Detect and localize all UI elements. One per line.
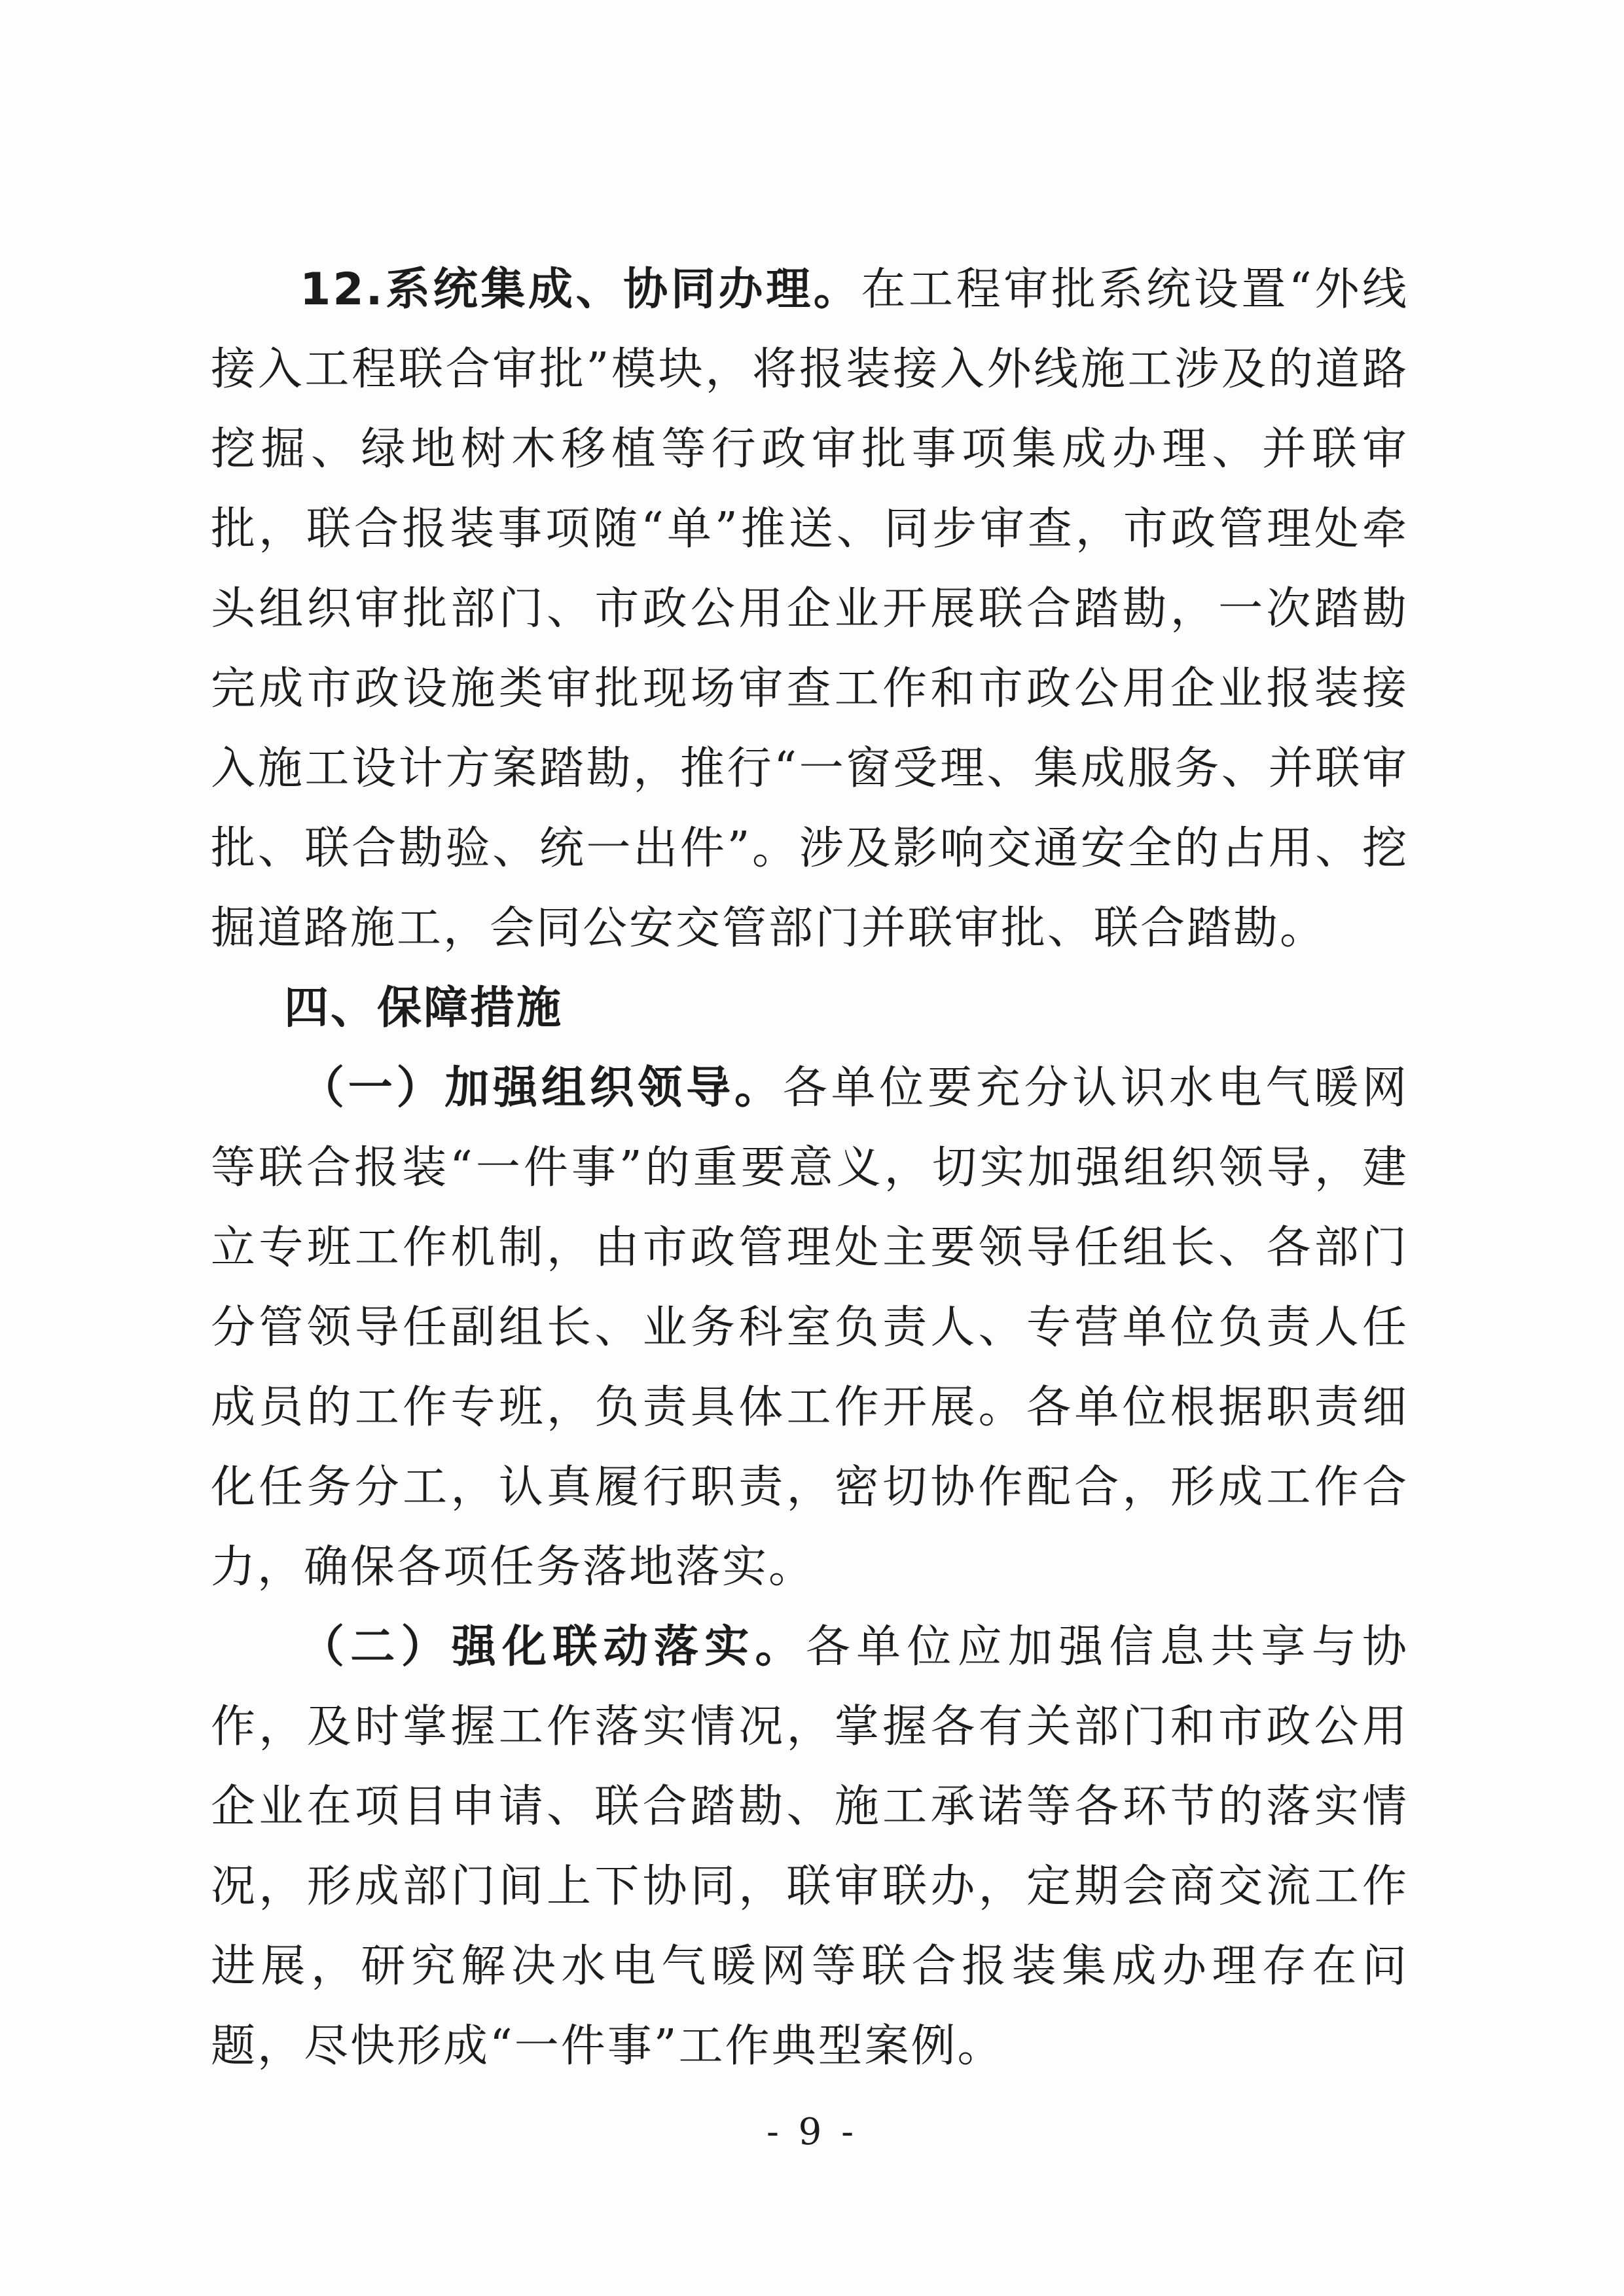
paragraph-item-12 xyxy=(211,250,1409,969)
paragraph-body: 在工程审批系统设置“外线接入工程联合审批”模块，将报装接入外线施工涉及的道路挖掘、绿地树木移植等行政审批事项集成办理、并联审批，联合报装事项随“单”推送、同步审查，市政管理处牵头组织审批部门、市政公用企业开展联合踏勘，一次踏勘完成市政设施类审批现场审查工作和市政公用企业报装接入施工设计方案踏勘，推行“一窗受理、集成服务、并联审批、联合勘验、统一出件”。涉及影响交通安全的占用、挖掘道路施工，会同公安交管部门并联审批、联合踏勘。 xyxy=(211,264,1409,954)
paragraph-subsection-1 xyxy=(211,1049,1409,1607)
paragraph-body: 各单位应加强信息共享与协作，及时掌握工作落实情况，掌握各有关部门和市政公用企业在项目申请、联合踏勘、施工承诺等各环节的落实情况，形成部门间上下协同，联审联办，定期会商交流工作进展，研究解决水电气暖网等联合报装集成办理存在问题，尽快形成“一件事”工作典型案例。 xyxy=(211,1621,1409,2072)
page-number: - 9 - xyxy=(766,2111,858,2153)
paragraph-lead: （二）强化联动落实。 xyxy=(300,1621,806,1673)
paragraph-body: 各单位要充分认识水电气暖网等联合报装“一件事”的重要意义，切实加强组织领导，建立专班工作机制，由市政管理处主要领导任组长、各部门分管领导任副组长、业务科室负责人、专营单位负责人任成员的工作专班，负责具体工作开展。各单位根据职责细化任务分工，认真履行职责，密切协作配合，形成工作合力，确保各项任务落地落实。 xyxy=(211,1062,1409,1593)
document-body xyxy=(211,250,1409,2087)
paragraph-lead: 12.系统集成、协同办理。 xyxy=(300,264,861,315)
paragraph-subsection-2 xyxy=(211,1607,1409,2087)
section-heading: 四、保障措施 xyxy=(284,982,564,1034)
paragraph-lead: （一）加强组织领导。 xyxy=(300,1062,783,1114)
